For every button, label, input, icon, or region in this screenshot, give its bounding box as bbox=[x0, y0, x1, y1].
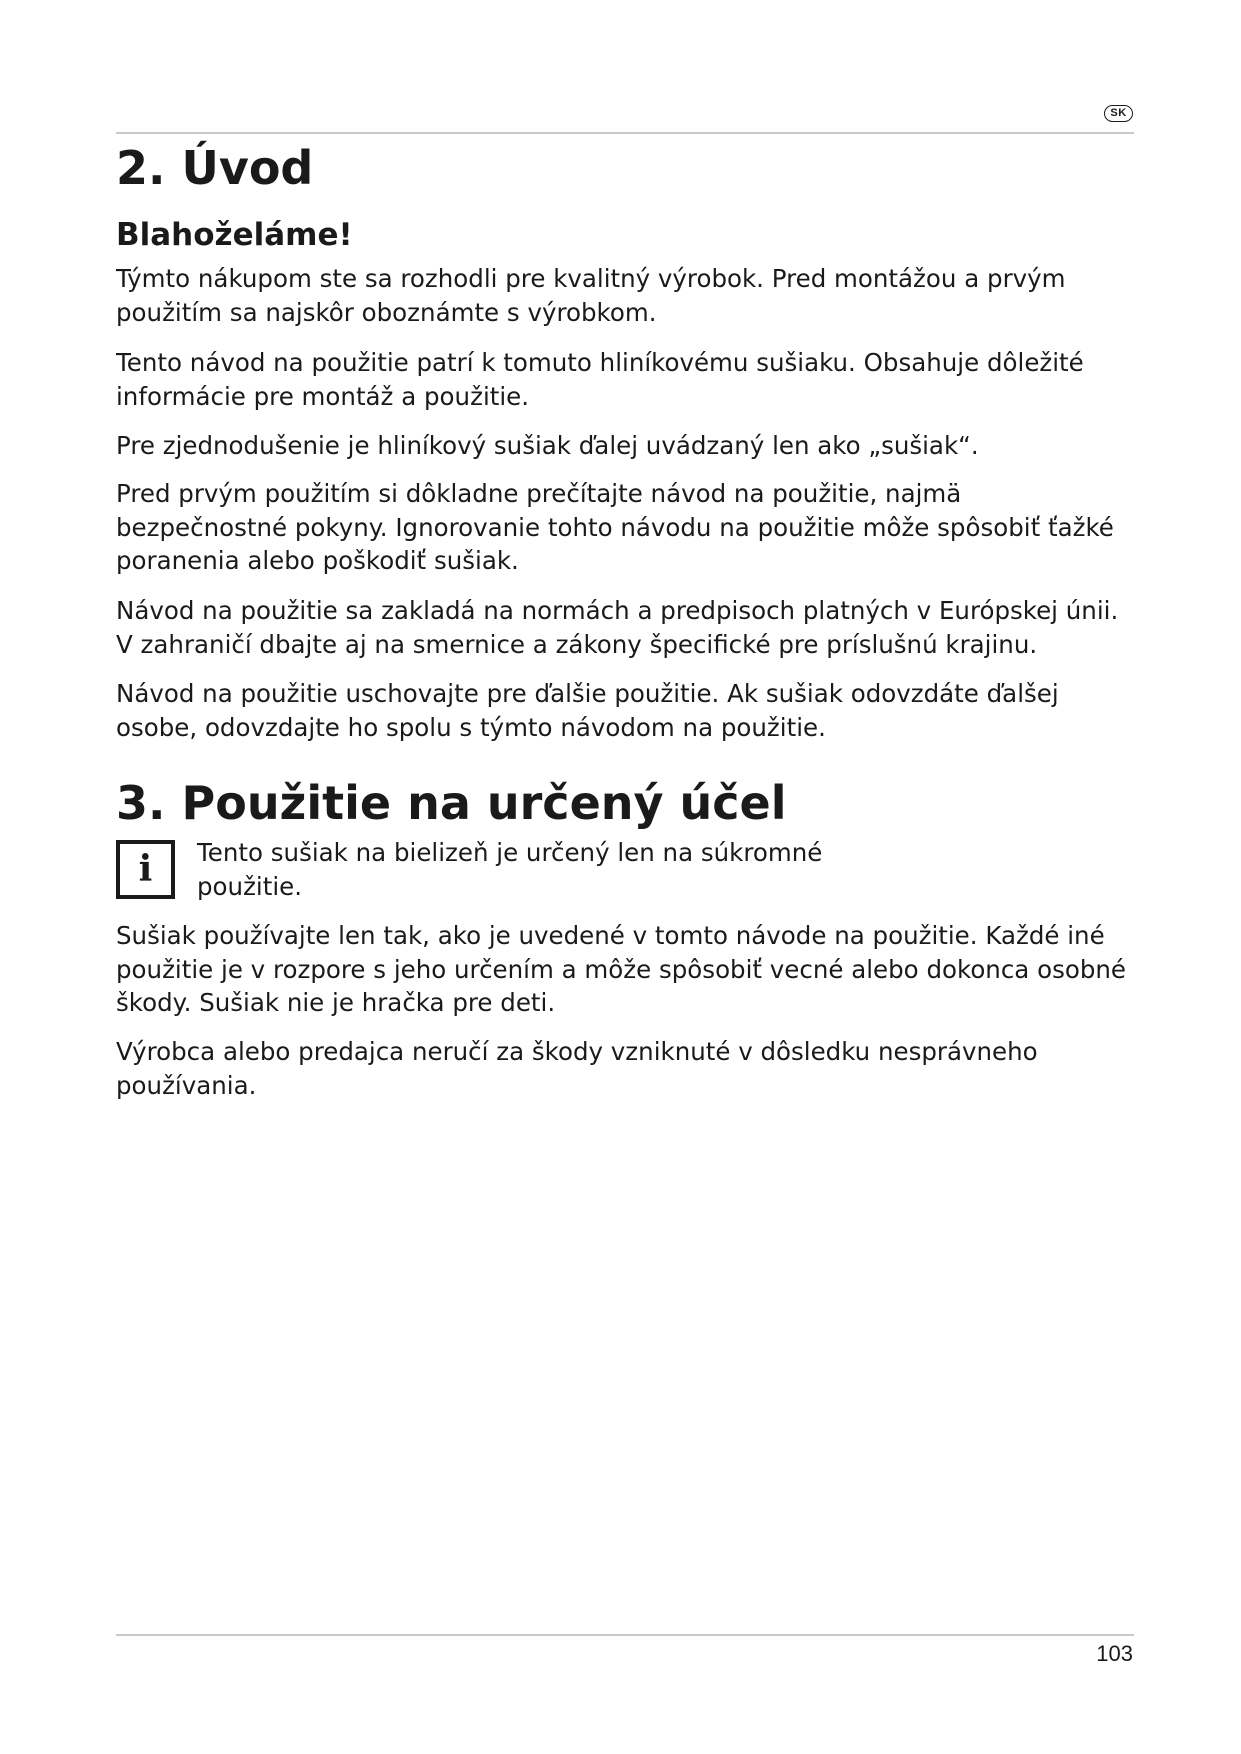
usage-paragraph-2: Výrobca alebo predajca neručí za škody vzniknuté v dôsledku nesprávneho používania. bbox=[116, 1037, 1038, 1100]
intro-paragraph-5: Návod na použitie sa zakladá na normách a predpisoch platných v Európskej únii. V zahraničí dbajte aj na smernice a zákony špecifické pre príslušnú krajinu. bbox=[116, 596, 1119, 659]
intro-paragraph-4: Pred prvým použitím si dôkladne prečítajte návod na použitie, najmä bezpečnostné pokyny. Ignorovanie tohto návodu na použitie môže spôsobiť ťažké poranenia alebo poškodiť sušiak. bbox=[116, 479, 1114, 575]
intro-paragraph-1: Týmto nákupom ste sa rozhodli pre kvalitný výrobok. Pred montážou a prvým použitím sa najskôr oboznámte s výrobkom. bbox=[116, 264, 1066, 327]
section-2-subheading: Blahoželáme! bbox=[116, 217, 353, 253]
usage-paragraph-1: Sušiak používajte len tak, ako je uvedené v tomto návode na použitie. Každé iné použitie je v rozpore s jeho určením a môže spôsobiť vecné alebo dokonca osobné škody. Sušiak nie je hračka pre deti. bbox=[116, 921, 1127, 1017]
language-badge: SK bbox=[1104, 105, 1133, 122]
page-number: 103 bbox=[1096, 1641, 1133, 1666]
info-icon: i bbox=[116, 840, 175, 899]
intro-paragraph-2: Tento návod na použitie patrí k tomuto hliníkovému sušiaku. Obsahuje dôležité informácie pre montáž a použitie. bbox=[116, 348, 1084, 411]
info-note: Tento sušiak na bielizeň je určený len na súkromné použitie. bbox=[197, 838, 823, 901]
intro-paragraph-6: Návod na použitie uschovajte pre ďalšie použitie. Ak sušiak odovzdáte ďalšej osobe, odovzdajte ho spolu s týmto návodom na použitie. bbox=[116, 679, 1059, 742]
footer-divider bbox=[116, 1634, 1134, 1636]
section-3-heading: 3. Použitie na určený účel bbox=[116, 776, 787, 830]
section-2-heading: 2. Úvod bbox=[116, 141, 314, 195]
header-divider bbox=[116, 132, 1134, 134]
intro-paragraph-3: Pre zjednodušenie je hliníkový sušiak ďalej uvádzaný len ako „sušiak“. bbox=[116, 431, 979, 460]
